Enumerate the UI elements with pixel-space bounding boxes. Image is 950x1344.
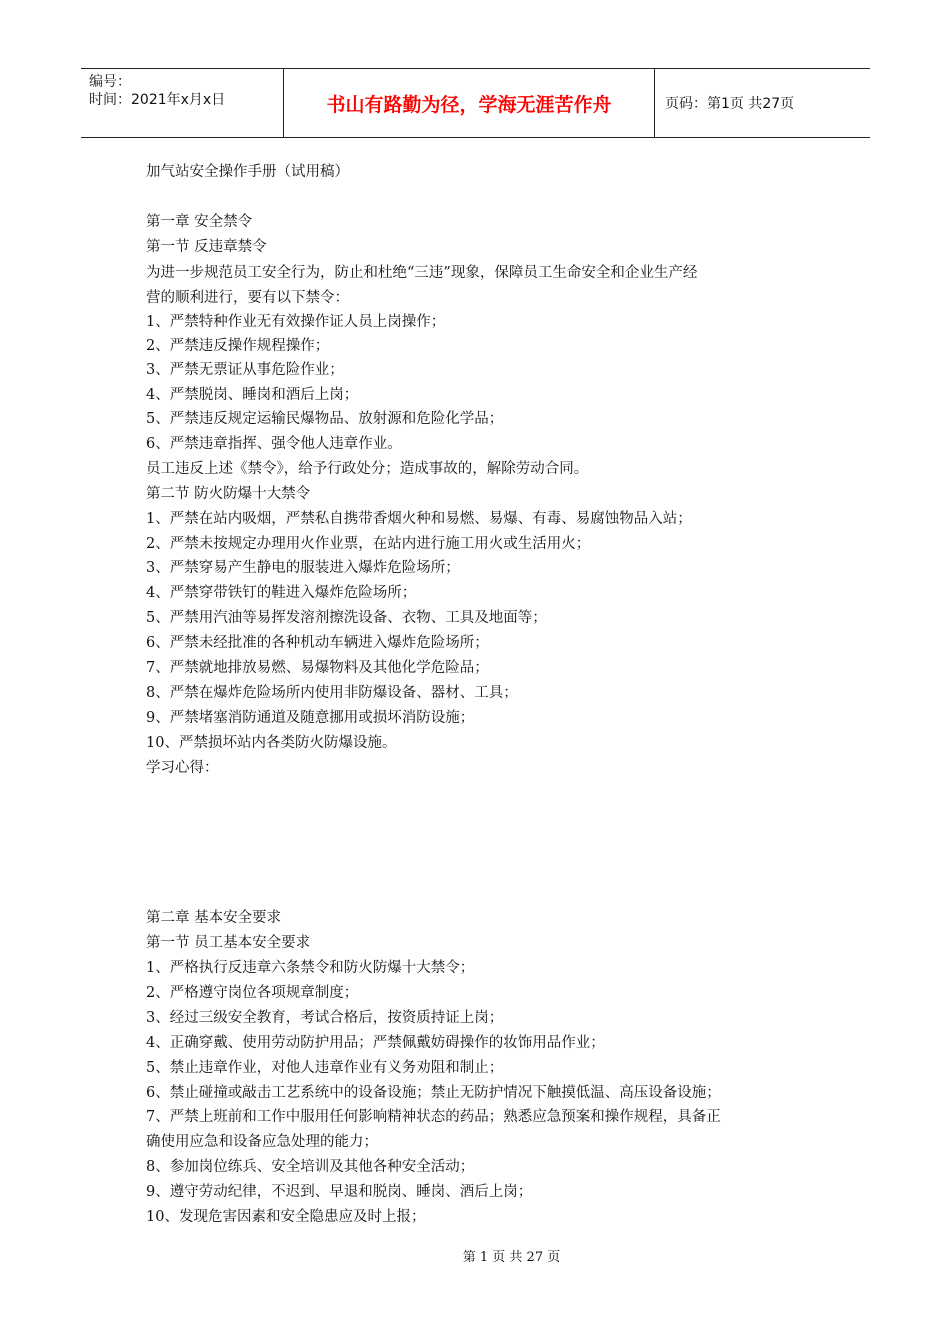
section-1-2-heading: 第二节 防火防爆十大禁令	[146, 486, 311, 502]
list-item-continuation: 确使用应急和设备应急处理的能力；	[146, 1134, 378, 1150]
list-item: 4、正确穿戴、使用劳动防护用品；严禁佩戴妨碍操作的妆饰用品作业；	[146, 1035, 605, 1051]
chapter-2-heading: 第二章 基本安全要求	[146, 910, 282, 926]
list-item: 8、严禁在爆炸危险场所内使用非防爆设备、器材、工具；	[146, 685, 518, 701]
page-footer: 第 1 页 共 27 页	[462, 1250, 561, 1265]
list-item: 2、严格遵守岗位各项规章制度；	[146, 985, 359, 1001]
list-item: 6、严禁违章指挥、强令他人违章作业。	[146, 436, 402, 452]
header-page-info: 页码：第1页 共27页	[665, 96, 795, 112]
list-item: 3、严禁穿易产生静电的服装进入爆炸危险场所；	[146, 560, 460, 576]
list-item: 1、严格执行反违章六条禁令和防火防爆十大禁令；	[146, 960, 475, 976]
list-item: 4、严禁脱岗、睡岗和酒后上岗；	[146, 387, 359, 403]
list-item: 2、严禁未按规定办理用火作业票，在站内进行施工用火或生活用火；	[146, 536, 591, 552]
study-notes-label: 学习心得：	[146, 760, 219, 776]
list-item: 3、严禁无票证从事危险作业；	[146, 362, 344, 378]
list-item: 2、严禁违反操作规程操作；	[146, 338, 330, 354]
chapter-1-heading: 第一章 安全禁令	[146, 214, 253, 230]
paragraph: 员工违反上述《禁令》，给予行政处分；造成事故的，解除劳动合同。	[146, 461, 589, 477]
date-label: 时间：2021年x月x日	[89, 92, 226, 108]
list-item: 5、严禁违反规定运输民爆物品、放射源和危险化学品；	[146, 411, 504, 427]
list-item: 6、禁止碰撞或敲击工艺系统中的设备设施；禁止无防护情况下触摸低温、高压设备设施；	[146, 1085, 721, 1101]
list-item: 9、严禁堵塞消防通道及随意挪用或损坏消防设施；	[146, 710, 475, 726]
header-meta-cell	[81, 69, 284, 137]
serial-number-label: 编号：	[89, 74, 131, 90]
paragraph: 为进一步规范员工安全行为，防止和杜绝“三违”现象，保障员工生命安全和企业生产经	[146, 265, 698, 281]
document-title: 加气站安全操作手册（试用稿）	[146, 164, 349, 180]
paragraph: 营的顺利进行，要有以下禁令：	[146, 290, 349, 306]
section-1-1-heading: 第一节 反违章禁令	[146, 239, 267, 255]
list-item: 10、发现危害因素和安全隐患应及时上报；	[146, 1209, 426, 1225]
list-item: 1、严禁特种作业无有效操作证人员上岗操作；	[146, 314, 446, 330]
list-item: 3、经过三级安全教育，考试合格后，按资质持证上岗；	[146, 1010, 504, 1026]
list-item: 1、严禁在站内吸烟，严禁私自携带香烟火种和易燃、易爆、有毒、易腐蚀物品入站；	[146, 511, 692, 527]
page-header	[81, 68, 870, 138]
header-slogan: 书山有路勤为径，学海无涯苦作舟	[284, 69, 655, 137]
list-item: 7、严禁就地排放易燃、易爆物料及其他化学危险品；	[146, 660, 489, 676]
list-item: 9、遵守劳动纪律，不迟到、早退和脱岗、睡岗、酒后上岗；	[146, 1184, 533, 1200]
list-item: 8、参加岗位练兵、安全培训及其他各种安全活动；	[146, 1159, 475, 1175]
list-item: 4、严禁穿带铁钉的鞋进入爆炸危险场所；	[146, 585, 417, 601]
list-item: 10、严禁损坏站内各类防火防爆设施。	[146, 735, 397, 751]
section-2-1-heading: 第一节 员工基本安全要求	[146, 935, 311, 951]
list-item: 5、严禁用汽油等易挥发溶剂擦洗设备、衣物、工具及地面等；	[146, 610, 547, 626]
list-item: 6、严禁未经批准的各种机动车辆进入爆炸危险场所；	[146, 635, 489, 651]
list-item: 5、禁止违章作业，对他人违章作业有义务劝阻和制止；	[146, 1060, 504, 1076]
list-item: 7、严禁上班前和工作中服用任何影响精神状态的药品；熟悉应急预案和操作规程，具备正	[146, 1109, 721, 1125]
